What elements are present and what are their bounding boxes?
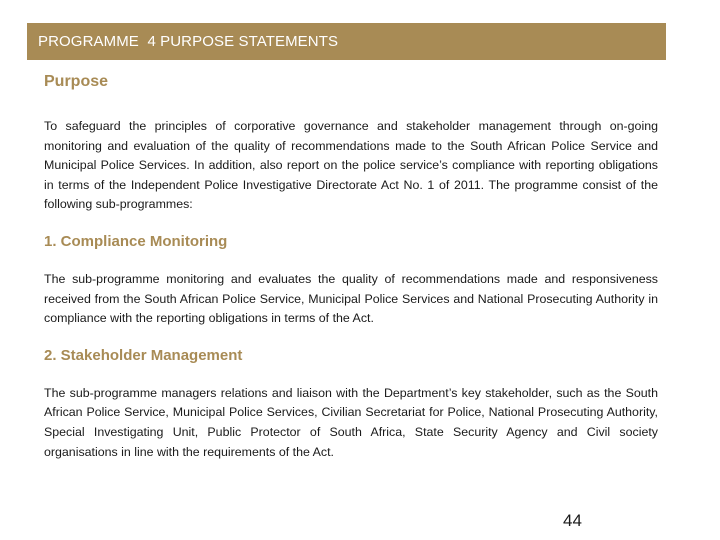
page-number: 44 (563, 511, 582, 530)
purpose-paragraph: To safeguard the principles of corporative governance and stakeholder management through on-going monitoring and evaluation of the quality of recommendations made to the South African Police Service and Municipal Police Services. In addition, also report on the police service’s compliance with reporting obligations in terms of the Independent Police Investigative Directorate Act No. 1 of 2011. The programme consist of the following sub-programmes: (44, 119, 658, 212)
compliance-monitoring-paragraph: The sub-programme monitoring and evaluates the quality of recommendations made and responsiveness received from the South African Police Service, Municipal Police Services and National Prosecuting Authority in compliance with the reporting obligations in terms of the Act. (44, 271, 658, 326)
stakeholder-management-heading: 2. Stakeholder Management (44, 346, 243, 364)
banner-title: PROGRAMME 4 PURPOSE STATEMENTS (38, 33, 339, 50)
purpose-heading: Purpose (44, 73, 109, 90)
compliance-monitoring-heading: 1. Compliance Monitoring (44, 232, 228, 250)
page-content (44, 70, 658, 462)
stakeholder-management-paragraph: The sub-programme managers relations and liaison with the Department’s key stakeholder, such as the South African Police Service, Municipal Police Services, Civilian Secretariat for Police, National Prosecuting Authority, Special Investigating Unit, Public Protector of South Africa, State Security Agency and Civil society organisations in line with the requirements of the Act. (44, 385, 658, 459)
title-banner (27, 23, 666, 60)
